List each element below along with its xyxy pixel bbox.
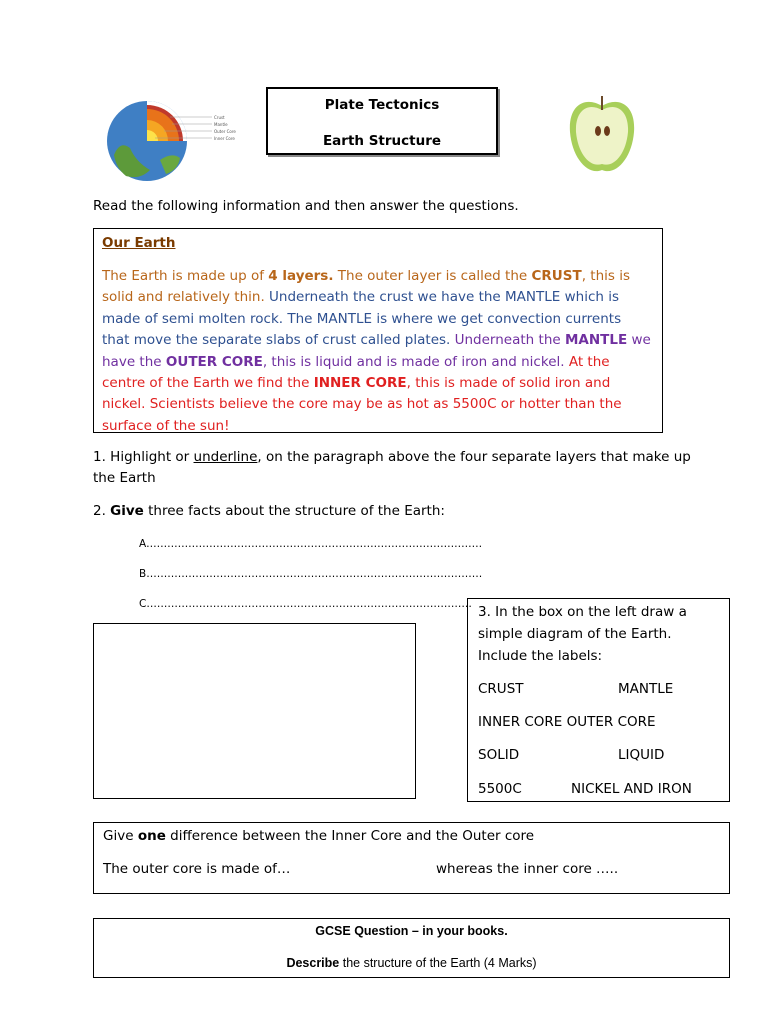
- question-1-cont: the Earth: [93, 470, 156, 486]
- difference-question: Give one difference between the Inner Core and the Outer core: [103, 828, 535, 844]
- label-term: CRUST: [478, 681, 524, 697]
- label-term: NICKEL AND IRON: [571, 781, 692, 797]
- gcse-question-box: [93, 918, 730, 978]
- earth-label: Inner Core: [214, 136, 235, 141]
- diagram-drawing-box[interactable]: [93, 623, 416, 799]
- apple-illustration: [566, 92, 638, 178]
- gcse-question: Describe the structure of the Earth (4 Marks): [286, 956, 537, 970]
- label-term: SOLID: [478, 747, 520, 763]
- question-3-line: simple diagram of the Earth.: [478, 626, 672, 642]
- label-term: 5500C: [478, 781, 522, 797]
- answer-line-a[interactable]: A……………………………………………………………………………………: [139, 538, 483, 550]
- apple-seed: [604, 126, 610, 136]
- label-term: MANTLE: [618, 681, 674, 697]
- page-subtitle: Earth Structure: [322, 133, 442, 149]
- question-3-line: Include the labels:: [478, 648, 603, 664]
- info-box: [93, 228, 663, 433]
- title-box: [266, 87, 498, 155]
- intro-text: Read the following information and then answer the questions.: [93, 198, 519, 214]
- question-3-line: 3. In the box on the left draw a: [478, 604, 687, 620]
- difference-answer-left[interactable]: The outer core is made of…: [103, 861, 291, 877]
- question-3-box: [467, 598, 730, 802]
- earth-label: Mantle: [214, 122, 228, 127]
- label-term: INNER CORE OUTER CORE: [478, 714, 656, 730]
- page-title: Plate Tectonics: [324, 97, 440, 113]
- question-2: 2. Give three facts about the structure of the Earth:: [93, 503, 445, 519]
- answer-line-c[interactable]: C…………………………………………………………………………………: [139, 598, 472, 610]
- earth-layers-illustration: [100, 100, 240, 182]
- earth-label: Crust: [214, 115, 225, 120]
- difference-answer-right[interactable]: whereas the inner core …..: [436, 861, 619, 877]
- apple-seed: [595, 126, 601, 136]
- answer-line-b[interactable]: B……………………………………………………………………………………: [139, 568, 483, 580]
- earth-label: Outer Core: [214, 129, 236, 134]
- gcse-title: GCSE Question – in your books.: [315, 924, 508, 938]
- info-paragraph: The Earth is made up of 4 layers. The outer layer is called the CRUST, this is solid and relatively thin. Underneath the crust we have the MANTLE which is made of semi molten rock. The MANTLE is where we get convection currents that move the separate slabs of crust called plates. Underneath the MANTLE we have the OUTER CORE, this is liquid and is made of iron and nickel. At the centre of the Earth we find the INNER CORE, this is made of solid iron and nickel. Scientists believe the core may be as hot as 5500C or hotter than the surface of the sun!: [102, 268, 651, 434]
- label-term: LIQUID: [618, 747, 665, 763]
- info-heading: Our Earth: [102, 235, 176, 251]
- question-1: 1. Highlight or underline, on the paragraph above the four separate layers that make up: [93, 449, 691, 465]
- difference-box: [93, 822, 730, 894]
